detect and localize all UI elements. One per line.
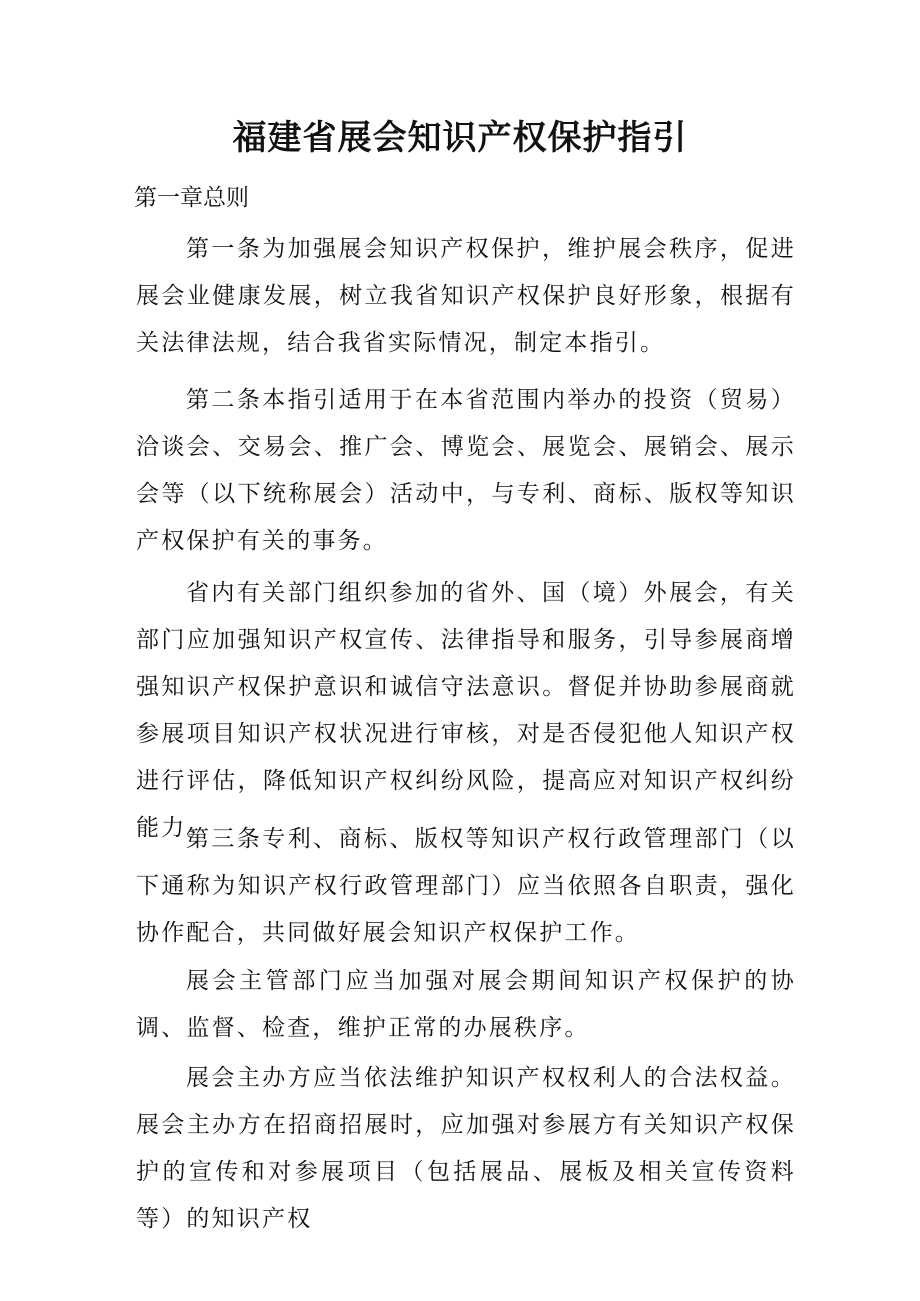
chapter-heading: 第一章总则 [134,185,249,211]
document-title: 福建省展会知识产权保护指引 [232,118,688,158]
paragraph-article-3: 第三条专利、商标、版权等知识产权行政管理部门（以下通称为知识产权行政管理部门）应当依照各自职责，强化协作配合，共同做好展会知识产权保护工作。 [136,826,796,946]
paragraph-article-3-clause-2: 展会主管部门应当加强对展会期间知识产权保护的协调、监督、检查，维护正常的办展秩序。 [136,968,796,1041]
paragraph-article-2: 第二条本指引适用于在本省范围内举办的投资（贸易）洽谈会、交易会、推广会、博览会、展览会、展销会、展示会等（以下统称展会）活动中，与专利、商标、版权等知识产权保护有关的事务。 [136,387,796,554]
paragraph-article-3-clause-3: 展会主办方应当依法维护知识产权权利人的合法权益。展会主办方在招商招展时，应加强对参展方有关知识产权保护的宣传和对参展项目（包括展品、展板及相关宣传资料等）的知识产权 [136,1065,796,1232]
paragraph-article-1: 第一条为加强展会知识产权保护，维护展会秩序，促进展会业健康发展，树立我省知识产权保护良好形象，根据有关法律法规，结合我省实际情况，制定本指引。 [136,236,796,356]
paragraph-article-2-clause: 省内有关部门组织参加的省外、国（境）外展会，有关部门应加强知识产权宣传、法律指导和服务，引导参展商增强知识产权保护意识和诚信守法意识。督促并协助参展商就参展项目知识产权状况进行审核，对是否侵犯他人知识产权进行评估，降低知识产权纠纷风险，提高应对知识产权纠纷能力。 [136,580,796,841]
